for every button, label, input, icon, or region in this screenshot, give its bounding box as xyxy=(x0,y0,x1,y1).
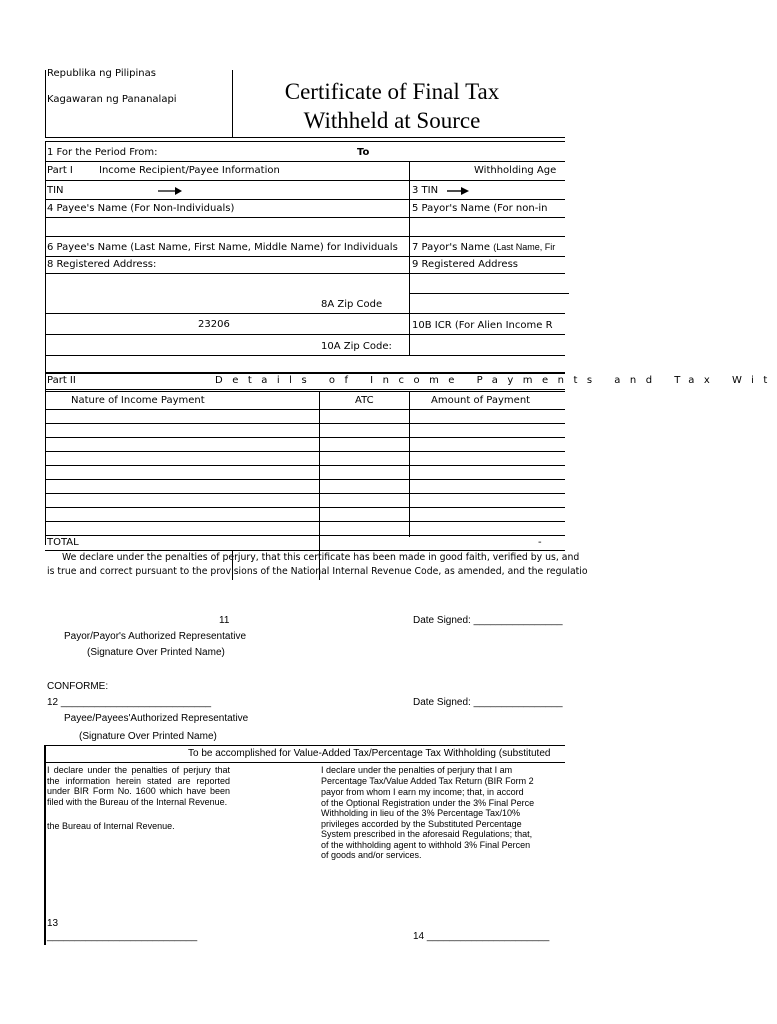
form-title-line1: Certificate of Final Tax xyxy=(284,79,500,104)
payor-name-nonind-label: 5 Payor's Name (For non-in xyxy=(412,203,548,214)
signature-printed-2: (Signature Over Printed Name) xyxy=(79,731,217,742)
declaration-line-2: is true and correct pursuant to the provisions of the National Internal Revenue Code, as amended, and the regulatio xyxy=(47,566,588,577)
zip-10a-label: 10A Zip Code: xyxy=(321,341,392,352)
item-12-line: 12 ___________________________ xyxy=(47,697,212,708)
tin-row-line xyxy=(45,199,565,200)
vat-right-line: payor from whom I earn my income; that, in accord xyxy=(321,787,524,797)
ind-label-line xyxy=(45,256,565,257)
part1-heading-line xyxy=(45,180,565,181)
arrow-right-icon xyxy=(447,186,469,196)
part1-label: Part I xyxy=(47,165,73,176)
part2-label: Part II xyxy=(47,375,76,386)
col-amount-header: Amount of Payment xyxy=(431,395,531,406)
payee-rep-label: Payee/Payees'Authorized Representative xyxy=(64,713,249,724)
payor-name-ind-prefix: 7 Payor's Name xyxy=(412,242,494,253)
vat-right-line: Withholding in lieu of the 3% Percentage Tax/10% xyxy=(321,808,520,818)
payor-name-ind-label xyxy=(412,242,555,254)
date-signed-2: Date Signed: ________________ xyxy=(413,697,563,708)
col-atc-header: ATC xyxy=(355,395,374,406)
period-to-label: To xyxy=(357,147,370,158)
payee-tin-label: TIN xyxy=(47,185,64,196)
nonind-label-line xyxy=(45,217,565,218)
payor-tin-label: 3 TIN xyxy=(412,185,439,196)
payor-name-ind-hint: (Last Name, Fir xyxy=(493,242,556,252)
table-col-divider-2 xyxy=(409,391,410,537)
declaration-line-1: We declare under the penalties of perjury, that this certificate has been made in good faith, verified by us, and xyxy=(62,552,580,563)
item-13-signature-line: ___________________________ xyxy=(47,931,198,942)
table-row xyxy=(45,493,565,494)
vat-right-line: of goods and/or services. xyxy=(321,850,422,860)
payee-name-ind-label: 6 Payee's Name (Last Name, First Name, Middle Name) for Individuals xyxy=(47,242,398,253)
vat-left-declaration-2: the Bureau of Internal Revenue. xyxy=(47,821,175,831)
vat-heading-line xyxy=(45,762,565,763)
part2-heading: Details of Income Payments and Tax Wit xyxy=(215,375,777,386)
total-value: - xyxy=(538,537,542,548)
arrow-right-icon xyxy=(158,186,182,196)
table-row xyxy=(45,409,565,410)
form-left-border xyxy=(45,141,46,545)
vat-right-line: System prescribed in the aforesaid Regulations; that, xyxy=(321,829,533,839)
payor-rep-label: Payor/Payor's Authorized Representative xyxy=(64,631,247,642)
department-label: Kagawaran ng Pananalapi xyxy=(47,94,177,105)
vat-top-line xyxy=(45,745,565,746)
icr-label: 10B ICR (For Alien Income R xyxy=(412,320,553,331)
registered-address-left-label: 8 Registered Address: xyxy=(47,259,157,270)
address-right-value-line xyxy=(409,293,569,294)
table-row xyxy=(45,437,565,438)
header-bottom-line xyxy=(45,137,565,138)
vat-left-border xyxy=(44,745,46,945)
period-from-label: 1 For the Period From: xyxy=(47,147,158,158)
table-row xyxy=(45,479,565,480)
zip-value: 23206 xyxy=(198,319,230,330)
table-row xyxy=(45,507,565,508)
signature-printed-1: (Signature Over Printed Name) xyxy=(87,647,225,658)
payee-name-nonind-label: 4 Payee's Name (For Non-Individuals) xyxy=(47,203,235,214)
table-row xyxy=(45,535,565,536)
zip-8a-line xyxy=(45,313,565,314)
conforme-label: CONFORME: xyxy=(47,681,109,692)
header-divider xyxy=(232,70,233,138)
form-title-line2: Withheld at Source xyxy=(303,108,481,133)
table-row xyxy=(45,465,565,466)
col-nature-header: Nature of Income Payment xyxy=(71,395,205,406)
recipient-heading: Income Recipient/Payee Information xyxy=(99,165,280,176)
total-label: TOTAL xyxy=(47,537,79,548)
zip-8a-label: 8A Zip Code xyxy=(321,299,383,310)
registered-address-right-label: 9 Registered Address xyxy=(412,259,518,270)
agent-heading: Withholding Age xyxy=(474,165,557,176)
date-signed-1: Date Signed: ________________ xyxy=(413,615,563,626)
item-13-label: 13 xyxy=(47,918,59,929)
vat-right-line: Percentage Tax/Value Added Tax Return (BIR Form 2 xyxy=(321,776,534,786)
vat-right-line: I declare under the penalties of perjury that I am xyxy=(321,765,513,775)
header-left-border xyxy=(45,70,46,138)
address-label-line xyxy=(45,273,565,274)
part1-divider xyxy=(409,161,410,356)
part2-heading-double-line xyxy=(45,391,565,392)
item-14-signature-line: 14 ______________________ xyxy=(413,931,550,942)
part2-heading-line xyxy=(45,389,565,390)
part1-bottom-line xyxy=(45,355,565,356)
republic-label: Republika ng Pilipinas xyxy=(47,68,156,79)
nonind-value-line xyxy=(45,236,565,237)
table-row xyxy=(45,451,565,452)
item-11-label: 11 xyxy=(219,615,230,626)
table-row xyxy=(45,423,565,424)
vat-right-line: of the Optional Registration under the 3% Final Perce xyxy=(321,798,535,808)
vat-right-line: privileges accorded by the Substituted Percentage xyxy=(321,819,522,829)
icr-row-line xyxy=(45,334,565,335)
part2-top-line xyxy=(45,372,565,374)
vat-left-declaration: I declare under the penalties of perjury that the information herein stated are reported under BIR Form No. 1600 which have been filed with the Bureau of the Internal Revenue. xyxy=(47,765,230,807)
vat-heading: To be accomplished for Value-Added Tax/Percentage Tax Withholding (substituted xyxy=(188,748,551,759)
vat-right-line: of the withholding agent to withhold 3% Final Percen xyxy=(321,840,531,850)
table-row xyxy=(45,521,565,522)
total-row-line xyxy=(45,550,565,551)
header-double-line xyxy=(45,141,565,142)
period-row-line xyxy=(45,161,565,162)
